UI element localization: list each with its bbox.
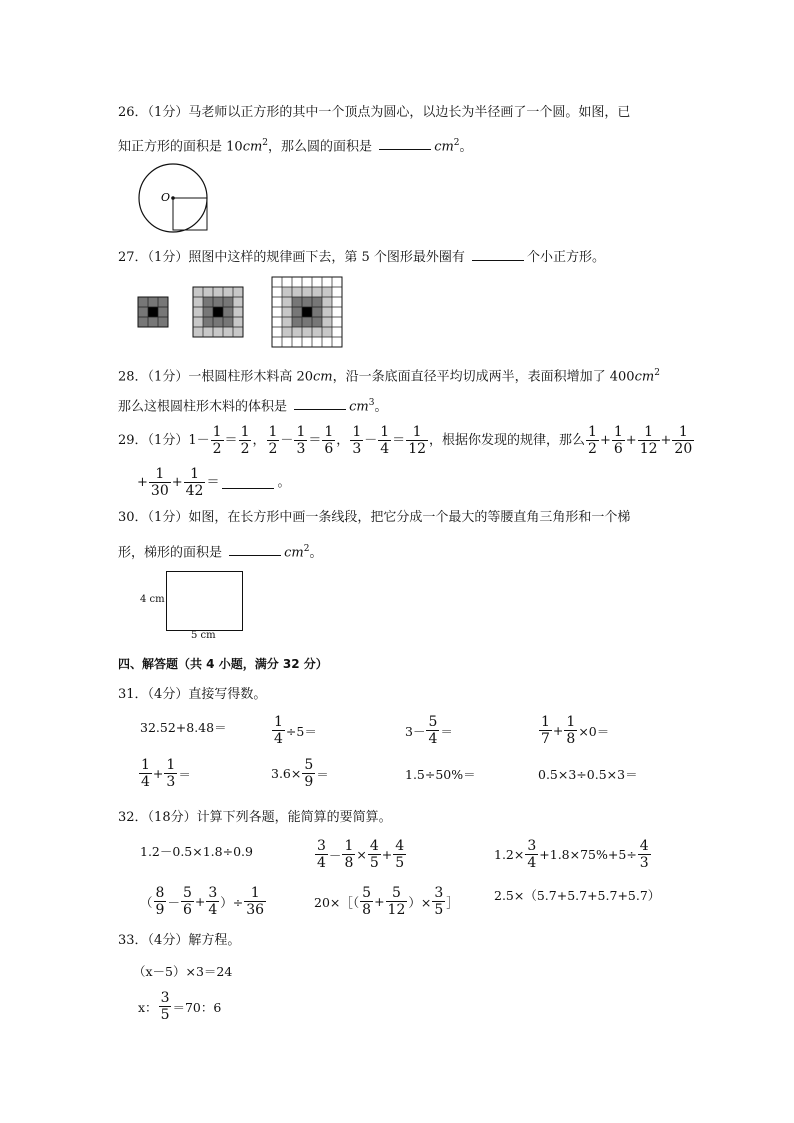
question-number: 31．（4分）	[118, 687, 189, 702]
fraction: $\frac{1}{12}$	[639, 424, 658, 457]
question-text: 马老师以正方形的其中一个顶点为圆心，以边长为半径画了一个圆。如图，已	[188, 105, 631, 120]
question-text: 形，梯形的面积是	[118, 545, 223, 561]
unit-exponent: 2	[262, 138, 269, 148]
question-text: 如图，在长方形中画一条线段，把它分成一个最大的等腰直角三角形和一个梯	[188, 510, 631, 525]
fraction: $\frac{1}{3}$	[296, 424, 306, 457]
fraction: $\frac{1}{4}$	[380, 424, 390, 457]
q31-expr-d: $\frac{1}{7}$ + $\frac{1}{8}$ ×0＝	[541, 714, 610, 747]
answer-blank[interactable]	[294, 397, 346, 410]
pattern-figure-2	[193, 287, 243, 337]
unit-exponent: 2	[453, 138, 460, 148]
q26-line2	[118, 133, 473, 157]
q33-line	[118, 931, 240, 951]
unit: cm	[434, 139, 454, 155]
q26-line1	[118, 103, 630, 123]
q33-equation-1: （x－5）×3＝24	[133, 964, 233, 979]
unit: cm	[284, 545, 304, 561]
unit-exponent: 3	[368, 398, 375, 408]
question-text: ，那么圆的面积是	[268, 139, 373, 155]
operator: ＝	[224, 432, 238, 448]
fraction: $\frac{1}{2}$	[268, 424, 278, 457]
q32-expr-b: $\frac{3}{4}$ － $\frac{1}{8}$ × $\frac{4}{5}$ + $\frac{4}{5}$	[317, 838, 405, 871]
fraction: $\frac{1}{2}$	[588, 424, 597, 457]
answer-blank[interactable]	[379, 137, 431, 150]
q32-expr-c: 1.2× $\frac{3}{4}$ +1.8×75%+5÷ $\frac{4}{3}$	[494, 838, 649, 871]
q32-line	[118, 808, 392, 828]
q31-expr-e: $\frac{1}{4}$ + $\frac{1}{3}$ ＝	[141, 757, 191, 790]
q31-expr-f: 3.6× $\frac{5}{9}$ ＝	[271, 757, 329, 790]
operator: －	[364, 432, 378, 448]
q27-line	[118, 248, 605, 268]
unit: cm	[349, 399, 369, 415]
question-number: 26．（1分）	[118, 105, 189, 120]
question-text: ，根据你发现的规律，那么	[429, 432, 586, 448]
question-text: 知正方形的面积是 10	[118, 139, 243, 155]
q28-line1	[118, 363, 660, 387]
q30-line1	[118, 508, 630, 528]
q31-expr-c: 3－ $\frac{5}{4}$ ＝	[405, 714, 453, 747]
unit: cm	[313, 369, 333, 385]
operator: +	[625, 432, 637, 448]
operator: +	[171, 474, 183, 490]
q31-line	[118, 685, 266, 705]
operator: +	[599, 432, 611, 448]
q29-line1	[118, 424, 695, 457]
fraction: $\frac{1}{42}$	[185, 466, 204, 499]
operator: ＝	[308, 432, 322, 448]
unit: cm	[242, 139, 263, 155]
rectangle-figure	[166, 571, 243, 631]
question-text: ，沿一条底面直径平均切成两半，表面积增加了 400	[332, 369, 635, 385]
question-number: 28．（1分）	[118, 369, 189, 385]
q30-line2	[118, 539, 323, 563]
punctuation: 。	[277, 474, 291, 490]
answer-blank[interactable]	[222, 476, 274, 489]
question-number: 32．（18分）	[118, 810, 197, 825]
square-pattern-figures	[135, 276, 355, 352]
operator: +	[137, 474, 148, 490]
operator: －	[196, 432, 210, 448]
fraction: $\frac{1}{6}$	[324, 424, 334, 457]
q31-expr-g: 1.5÷50%＝	[405, 767, 476, 782]
question-number: 33．（4分）	[118, 933, 189, 948]
center-label: O	[161, 191, 171, 204]
question-number: 27．（1分）	[118, 250, 189, 265]
question-text: 一根圆柱形木料高 20	[188, 369, 314, 385]
operator: ＝	[206, 474, 220, 490]
question-text: 计算下列各题，能简算的要简算。	[196, 810, 392, 825]
fraction: $\frac{1}{6}$	[613, 424, 623, 457]
unit: cm	[634, 369, 655, 385]
q31-expr-a: 32.52+8.48＝	[140, 720, 227, 735]
answer-blank[interactable]	[229, 543, 281, 556]
bottom-label: 5 cm	[191, 630, 216, 641]
punctuation: ，	[252, 432, 266, 448]
question-number: 30．（1分）	[118, 510, 189, 525]
fraction: $\frac{1}{30}$	[150, 466, 169, 499]
q32-expr-a: 1.2－0.5×1.8÷0.9	[140, 844, 253, 859]
fraction: $\frac{1}{20}$	[674, 424, 693, 457]
punctuation: 。	[309, 545, 323, 561]
pattern-figure-1	[138, 297, 168, 327]
q32-expr-f: 2.5×（5.7+5.7+5.7+5.7）	[494, 888, 661, 903]
fraction: $\frac{1}{12}$	[408, 424, 427, 457]
unit-exponent: 2	[303, 544, 310, 554]
section-heading: 四、解答题（共 4 小题，满分 32 分）	[118, 657, 328, 671]
question-number: 29．（1分）	[118, 432, 189, 448]
circle-square-figure	[136, 163, 216, 233]
question-text: 解方程。	[188, 933, 241, 948]
operator: －	[280, 432, 294, 448]
question-text: 照图中这样的规律画下去，第 5 个图形最外圈有	[188, 250, 465, 265]
question-text: 那么这根圆柱形木料的体积是	[118, 399, 288, 415]
operator: ＝	[392, 432, 406, 448]
q32-expr-e: 20×［（ $\frac{5}{8}$ + $\frac{5}{12}$ ）× $\frac{3}{5}$ ］	[314, 885, 459, 918]
pattern-figure-3	[272, 277, 342, 347]
unit-exponent: 2	[654, 368, 660, 378]
fraction: $\frac{1}{2}$	[212, 424, 222, 457]
side-label: 4 cm	[140, 594, 165, 605]
question-text: 直接写得数。	[188, 687, 267, 702]
fraction: $\frac{1}{3}$	[352, 424, 362, 457]
q31-expr-h: 0.5×3÷0.5×3＝	[538, 767, 638, 782]
q28-line2	[118, 393, 388, 417]
punctuation: 。	[459, 139, 473, 155]
q33-equation-2: x： $\frac{3}{5}$ ＝70：6	[138, 990, 222, 1023]
answer-blank[interactable]	[472, 248, 524, 261]
number: 1	[188, 432, 197, 448]
q31-expr-b: $\frac{1}{4}$ ÷5＝	[274, 714, 317, 747]
operator: +	[660, 432, 672, 448]
punctuation: 。	[374, 399, 388, 415]
q32-expr-d: （ $\frac{8}{9}$ － $\frac{5}{6}$ + $\frac{3}{4}$ ）÷ $\frac{1}{36}$	[140, 885, 265, 918]
punctuation: ，	[336, 432, 350, 448]
fraction: $\frac{1}{2}$	[240, 424, 250, 457]
question-text: 个小正方形。	[527, 250, 606, 265]
q29-line2	[137, 466, 291, 499]
